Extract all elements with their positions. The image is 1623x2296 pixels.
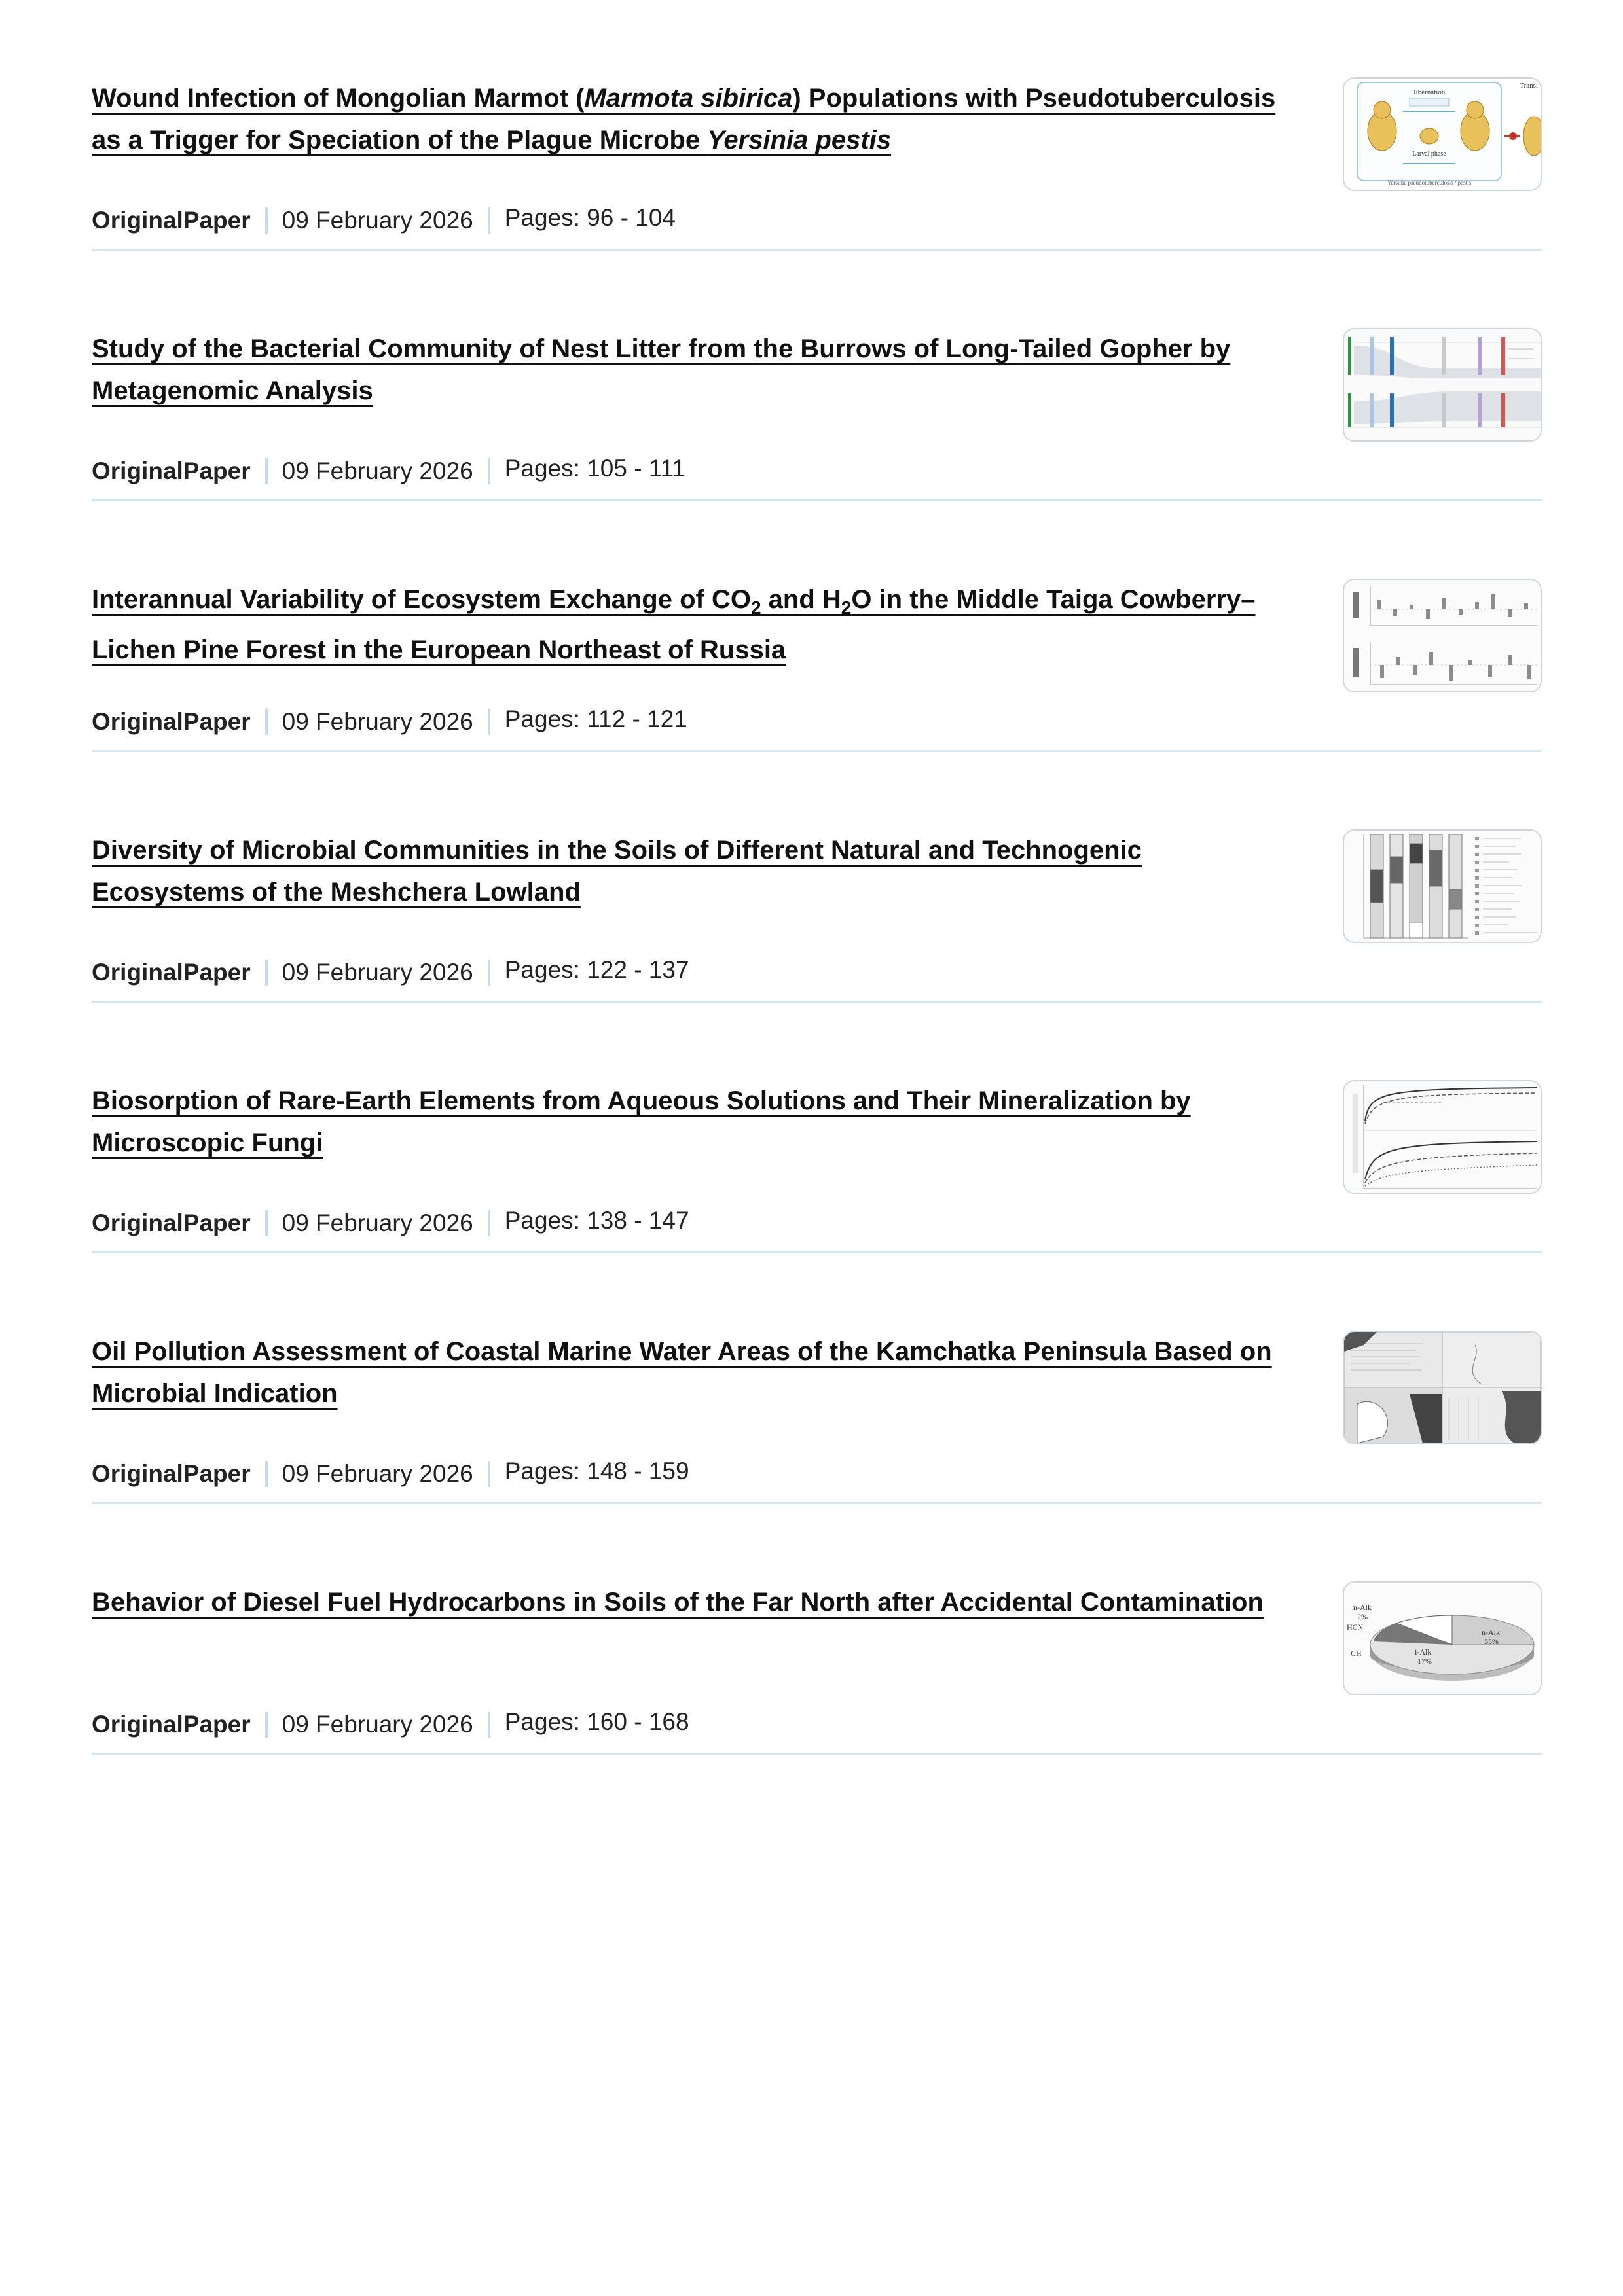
- svg-text:Transi: Transi: [1520, 82, 1538, 90]
- article-meta: [92, 706, 687, 738]
- page-range: Pages: 148 - 159: [504, 1458, 689, 1484]
- publication-date: 09 February 2026: [282, 959, 473, 986]
- svg-text:Larval phase: Larval phase: [1412, 151, 1446, 158]
- svg-text:CH: CH: [1351, 1649, 1362, 1658]
- publication-date: 09 February 2026: [282, 457, 473, 484]
- curve-chart-thumbnail[interactable]: [1343, 1080, 1542, 1194]
- article-item: [92, 1003, 1542, 1253]
- article-item: [92, 1253, 1542, 1504]
- meta-separator: [488, 1712, 490, 1738]
- bar-chart-thumbnail[interactable]: [1343, 579, 1542, 692]
- content-type: OriginalPaper: [92, 708, 251, 735]
- page-range: Pages: 112 - 121: [504, 706, 687, 732]
- svg-text:n-Alk: n-Alk: [1353, 1603, 1372, 1612]
- publication-date: 09 February 2026: [282, 1711, 473, 1738]
- article-title: [92, 328, 1283, 412]
- article-item: [92, 251, 1542, 501]
- article-title-link[interactable]: Behavior of Diesel Fuel Hydrocarbons in Soils of the Far North after Accidental Contamination: [92, 1588, 1264, 1617]
- meta-separator: [488, 207, 490, 234]
- meta-separator: [265, 1461, 268, 1487]
- content-type: OriginalPaper: [92, 457, 251, 484]
- article-title: [92, 77, 1283, 161]
- pie-chart-thumbnail[interactable]: [1343, 1581, 1542, 1695]
- meta-separator: [488, 960, 490, 986]
- article-title-link[interactable]: Biosorption of Rare-Earth Elements from Aqueous Solutions and Their Mineralization by Microscopic Fungi: [92, 1086, 1191, 1157]
- meta-separator: [488, 1461, 490, 1487]
- article-title-link[interactable]: Wound Infection of Mongolian Marmot (Marmota sibirica) Populations with Pseudotuberculosis as a Trigger for Speciation of the Plague Microbe Yersinia pestis: [92, 84, 1276, 154]
- svg-text:2%: 2%: [1357, 1612, 1368, 1621]
- publication-date: 09 February 2026: [282, 207, 473, 234]
- marmot-diagram-thumbnail[interactable]: [1343, 77, 1542, 191]
- map-thumbnail[interactable]: [1343, 1331, 1542, 1444]
- meta-separator: [265, 960, 268, 986]
- page-range: Pages: 138 - 147: [504, 1207, 689, 1234]
- article-meta: [92, 1708, 689, 1741]
- content-type: OriginalPaper: [92, 1210, 251, 1236]
- article-title-link[interactable]: Interannual Variability of Ecosystem Exchange of $CO_2$ and $H_2O$ in the Middle Taiga Cowberry–Lichen Pine Forest in the European Northeast of Russia: [92, 585, 1256, 664]
- content-type: OriginalPaper: [92, 1711, 251, 1738]
- svg-text:HCN: HCN: [1347, 1623, 1364, 1632]
- meta-separator: [265, 709, 268, 735]
- publication-date: 09 February 2026: [282, 708, 473, 735]
- svg-text:i-Alk: i-Alk: [1415, 1647, 1432, 1657]
- article-title: [92, 829, 1283, 913]
- article-item: [92, 0, 1542, 251]
- content-type: OriginalPaper: [92, 207, 251, 234]
- meta-separator: [488, 458, 490, 484]
- article-meta: [92, 455, 685, 488]
- svg-text:17%: 17%: [1417, 1657, 1432, 1666]
- article-meta: [92, 1207, 689, 1240]
- article-item: [92, 1504, 1542, 1755]
- article-item: [92, 752, 1542, 1003]
- meta-separator: [265, 207, 268, 234]
- article-title-link[interactable]: Oil Pollution Assessment of Coastal Marine Water Areas of the Kamchatka Peninsula Based on Microbial Indication: [92, 1337, 1272, 1408]
- meta-separator: [488, 709, 490, 735]
- article-meta: [92, 956, 689, 989]
- page-range: Pages: 105 - 111: [504, 455, 686, 482]
- article-meta: [92, 1458, 689, 1490]
- stacked-bar-thumbnail[interactable]: [1343, 829, 1542, 943]
- article-item: [92, 501, 1542, 752]
- page-range: Pages: 96 - 104: [504, 204, 676, 231]
- content-type: OriginalPaper: [92, 1460, 251, 1487]
- divider: [92, 1753, 1542, 1755]
- publication-date: 09 February 2026: [282, 1210, 473, 1236]
- article-title: [92, 1080, 1283, 1164]
- meta-separator: [265, 458, 268, 484]
- page-range: Pages: 160 - 168: [504, 1708, 689, 1735]
- meta-separator: [265, 1712, 268, 1738]
- page-range: Pages: 122 - 137: [504, 956, 689, 983]
- svg-text:Yersinia pseudotuberculosis /: Yersinia pseudotuberculosis / pestis: [1387, 179, 1472, 186]
- meta-separator: [488, 1210, 490, 1236]
- article-title: [92, 1331, 1283, 1414]
- article-title-link[interactable]: Diversity of Microbial Communities in the Soils of Different Natural and Technogenic Ecosystems of the Meshchera Lowland: [92, 836, 1142, 906]
- article-title: [92, 579, 1283, 671]
- article-title-link[interactable]: Study of the Bacterial Community of Nest Litter from the Burrows of Long-Tailed Gopher by Metagenomic Analysis: [92, 334, 1231, 405]
- svg-text:55%: 55%: [1484, 1637, 1499, 1646]
- svg-text:Hibernation: Hibernation: [1410, 88, 1446, 96]
- svg-text:n-Alk: n-Alk: [1482, 1628, 1500, 1637]
- content-type: OriginalPaper: [92, 959, 251, 986]
- article-title: [92, 1581, 1283, 1623]
- publication-date: 09 February 2026: [282, 1460, 473, 1487]
- alluvial-chart-thumbnail[interactable]: [1343, 328, 1542, 442]
- meta-separator: [265, 1210, 268, 1236]
- article-meta: [92, 204, 676, 237]
